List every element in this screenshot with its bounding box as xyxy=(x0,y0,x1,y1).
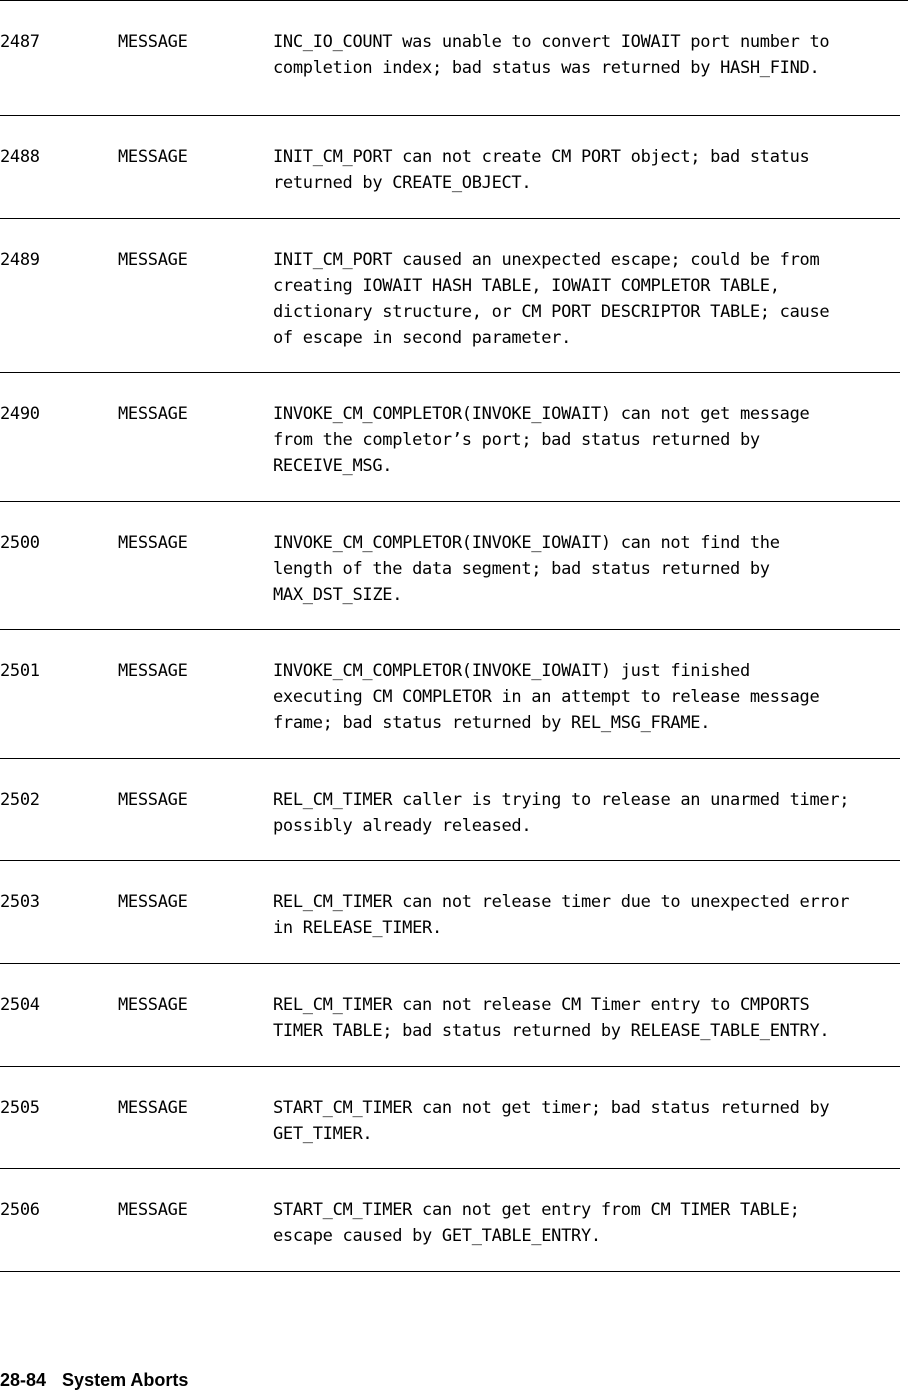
description-line: dictionary structure, or CM PORT DESCRIPTOR TABLE; cause xyxy=(273,302,830,322)
description-line: INVOKE_CM_COMPLETOR(INVOKE_IOWAIT) can not find the xyxy=(273,533,780,553)
description-line: creating IOWAIT HASH TABLE, IOWAIT COMPLETOR TABLE, xyxy=(273,276,780,296)
abort-description xyxy=(273,1197,908,1249)
abort-entry-2487 xyxy=(0,1,900,116)
abort-number: 2503 xyxy=(0,892,40,912)
abort-type: MESSAGE xyxy=(118,892,188,912)
abort-number: 2489 xyxy=(0,250,40,270)
abort-type: MESSAGE xyxy=(118,147,188,167)
abort-entry-2504 xyxy=(0,964,900,1067)
abort-type: MESSAGE xyxy=(118,790,188,810)
description-line: RECEIVE_MSG. xyxy=(273,456,393,476)
abort-description xyxy=(273,889,908,941)
abort-entry-2502 xyxy=(0,759,900,861)
description-line: MAX_DST_SIZE. xyxy=(273,585,403,605)
description-line: INC_IO_COUNT was unable to convert IOWAIT port number to xyxy=(273,32,830,52)
abort-description xyxy=(273,401,908,479)
abort-entry-2500 xyxy=(0,502,900,630)
abort-type: MESSAGE xyxy=(118,32,188,52)
abort-description xyxy=(273,144,908,196)
abort-type: MESSAGE xyxy=(118,1200,188,1220)
abort-type: MESSAGE xyxy=(118,533,188,553)
description-line: REL_CM_TIMER caller is trying to release an unarmed timer; xyxy=(273,790,850,810)
abort-number: 2505 xyxy=(0,1098,40,1118)
description-line: frame; bad status returned by REL_MSG_FRAME. xyxy=(273,713,711,733)
abort-description xyxy=(273,658,908,736)
abort-entry-2490 xyxy=(0,373,900,502)
description-line: returned by CREATE_OBJECT. xyxy=(273,173,532,193)
description-line: possibly already released. xyxy=(273,816,532,836)
description-line: INIT_CM_PORT caused an unexpected escape; could be from xyxy=(273,250,820,270)
abort-entry-2488 xyxy=(0,116,900,219)
abort-number: 2502 xyxy=(0,790,40,810)
description-line: REL_CM_TIMER can not release CM Timer entry to CMPORTS xyxy=(273,995,810,1015)
description-line: START_CM_TIMER can not get entry from CM TIMER TABLE; xyxy=(273,1200,800,1220)
abort-type: MESSAGE xyxy=(118,250,188,270)
description-line: INVOKE_CM_COMPLETOR(INVOKE_IOWAIT) can not get message xyxy=(273,404,810,424)
description-line: escape caused by GET_TABLE_ENTRY. xyxy=(273,1226,601,1246)
abort-message-list xyxy=(0,1,900,1272)
abort-number: 2506 xyxy=(0,1200,40,1220)
abort-number: 2487 xyxy=(0,32,40,52)
abort-type: MESSAGE xyxy=(118,1098,188,1118)
abort-description xyxy=(273,992,908,1044)
description-line: START_CM_TIMER can not get timer; bad status returned by xyxy=(273,1098,830,1118)
description-line: executing CM COMPLETOR in an attempt to release message xyxy=(273,687,820,707)
description-line: GET_TIMER. xyxy=(273,1124,373,1144)
abort-type: MESSAGE xyxy=(118,404,188,424)
abort-entry-2506 xyxy=(0,1169,900,1272)
abort-number: 2488 xyxy=(0,147,40,167)
abort-description xyxy=(273,787,908,839)
abort-number: 2501 xyxy=(0,661,40,681)
abort-number: 2490 xyxy=(0,404,40,424)
description-line: in RELEASE_TIMER. xyxy=(273,918,442,938)
description-line: length of the data segment; bad status returned by xyxy=(273,559,770,579)
abort-entry-2505 xyxy=(0,1067,900,1169)
abort-type: MESSAGE xyxy=(118,661,188,681)
section-title: System Aborts xyxy=(62,1370,189,1390)
abort-description xyxy=(273,247,908,351)
abort-description xyxy=(273,530,908,608)
page-footer xyxy=(0,1368,188,1392)
description-line: INIT_CM_PORT can not create CM PORT object; bad status xyxy=(273,147,810,167)
description-line: INVOKE_CM_COMPLETOR(INVOKE_IOWAIT) just finished xyxy=(273,661,750,681)
abort-type: MESSAGE xyxy=(118,995,188,1015)
description-line: of escape in second parameter. xyxy=(273,328,572,348)
abort-entry-2489 xyxy=(0,219,900,373)
description-line: REL_CM_TIMER can not release timer due to unexpected error xyxy=(273,892,850,912)
description-line: completion index; bad status was returned by HASH_FIND. xyxy=(273,58,820,78)
abort-number: 2504 xyxy=(0,995,40,1015)
abort-description xyxy=(273,1095,908,1147)
abort-description xyxy=(273,29,908,81)
description-line: from the completor’s port; bad status returned by xyxy=(273,430,760,450)
abort-entry-2501 xyxy=(0,630,900,759)
abort-entry-2503 xyxy=(0,861,900,964)
page-number: 28-84 xyxy=(0,1370,47,1390)
description-line: TIMER TABLE; bad status returned by RELEASE_TABLE_ENTRY. xyxy=(273,1021,830,1041)
abort-number: 2500 xyxy=(0,533,40,553)
